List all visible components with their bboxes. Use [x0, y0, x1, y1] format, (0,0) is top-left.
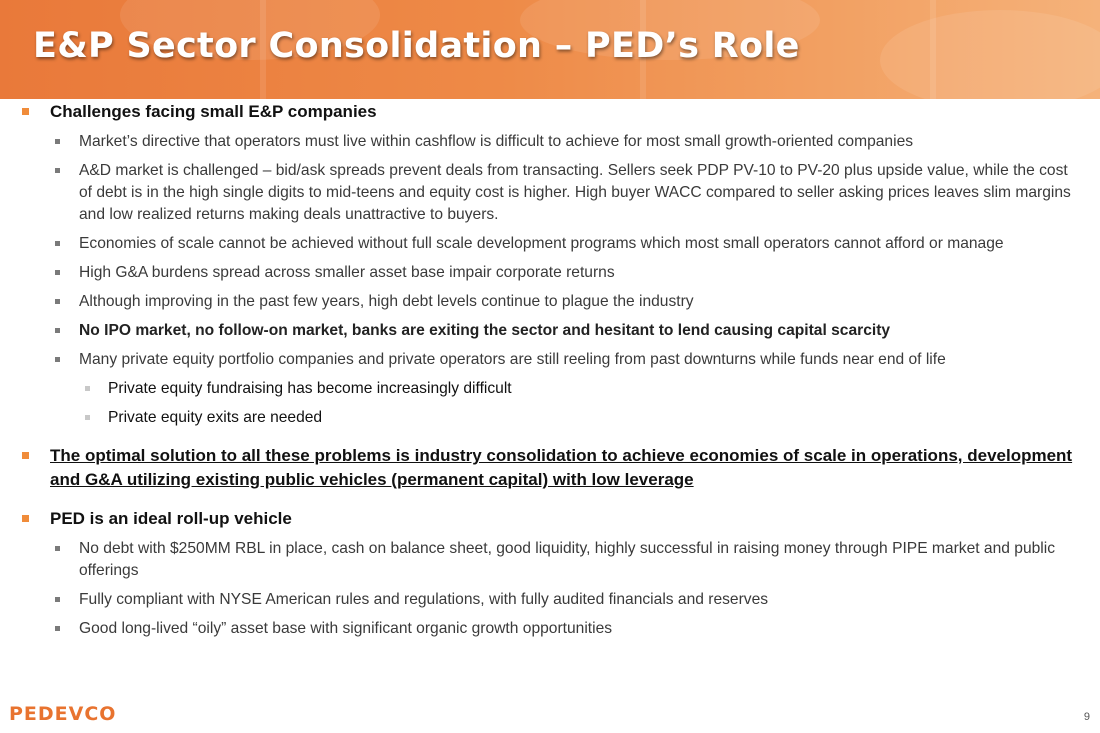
sub-list-item: Private equity fundraising has become increasingly difficult [22, 378, 1084, 400]
square-bullet-icon [55, 328, 60, 333]
square-bullet-icon [55, 270, 60, 275]
square-bullet-icon [55, 139, 60, 144]
section-heading: The optimal solution to all these problems is industry consolidation to achieve economies of scale in operations, development and G&A utilizing existing public vehicles (permanent capital) with low leverage [22, 444, 1084, 492]
orange-square-bullet-icon [22, 515, 29, 522]
list-item: Many private equity portfolio companies and private operators are still reeling from past downturns while funds near end of life [22, 349, 1084, 371]
list-item: Fully compliant with NYSE American rules and regulations, with fully audited financials and reserves [22, 589, 1084, 611]
square-bullet-icon [55, 241, 60, 246]
sub-list-item: Private equity exits are needed [22, 407, 1084, 429]
small-square-bullet-icon [85, 415, 90, 420]
list-item: No debt with $250MM RBL in place, cash on balance sheet, good liquidity, highly successful in raising money through PIPE market and public offerings [22, 538, 1084, 582]
list-item: Good long-lived “oily” asset base with significant organic growth opportunities [22, 618, 1084, 640]
list-item: Although improving in the past few years, high debt levels continue to plague the industry [22, 291, 1084, 313]
page-title: E&P Sector Consolidation – PED’s Role [33, 26, 800, 66]
list-item: No IPO market, no follow-on market, banks are exiting the sector and hesitant to lend causing capital scarcity [22, 320, 1084, 342]
square-bullet-icon [55, 546, 60, 551]
section-heading: PED is an ideal roll-up vehicle [22, 507, 1084, 531]
square-bullet-icon [55, 168, 60, 173]
list-item: A&D market is challenged – bid/ask spreads prevent deals from transacting. Sellers seek PDP PV-10 to PV-20 plus upside value, while the cost of debt is in the high single digits to mid-teens and equity cost is higher. High buyer WACC compared to seller asking prices leaves slim margins and low realized returns making deals unattractive to buyers. [22, 160, 1084, 226]
square-bullet-icon [55, 299, 60, 304]
orange-square-bullet-icon [22, 452, 29, 459]
page-number: 9 [1083, 711, 1090, 723]
list-item: Market’s directive that operators must live within cashflow is difficult to achieve for most small growth-oriented companies [22, 131, 1084, 153]
orange-square-bullet-icon [22, 108, 29, 115]
title-banner [0, 0, 1100, 99]
section-heading: Challenges facing small E&P companies [22, 100, 1084, 124]
list-item: High G&A burdens spread across smaller asset base impair corporate returns [22, 262, 1084, 284]
square-bullet-icon [55, 357, 60, 362]
list-item: Economies of scale cannot be achieved without full scale development programs which most small operators cannot afford or manage [22, 233, 1084, 255]
square-bullet-icon [55, 626, 60, 631]
slide-body [22, 100, 1084, 640]
small-square-bullet-icon [85, 386, 90, 391]
square-bullet-icon [55, 597, 60, 602]
company-logo: PEDEVCO [9, 703, 117, 725]
